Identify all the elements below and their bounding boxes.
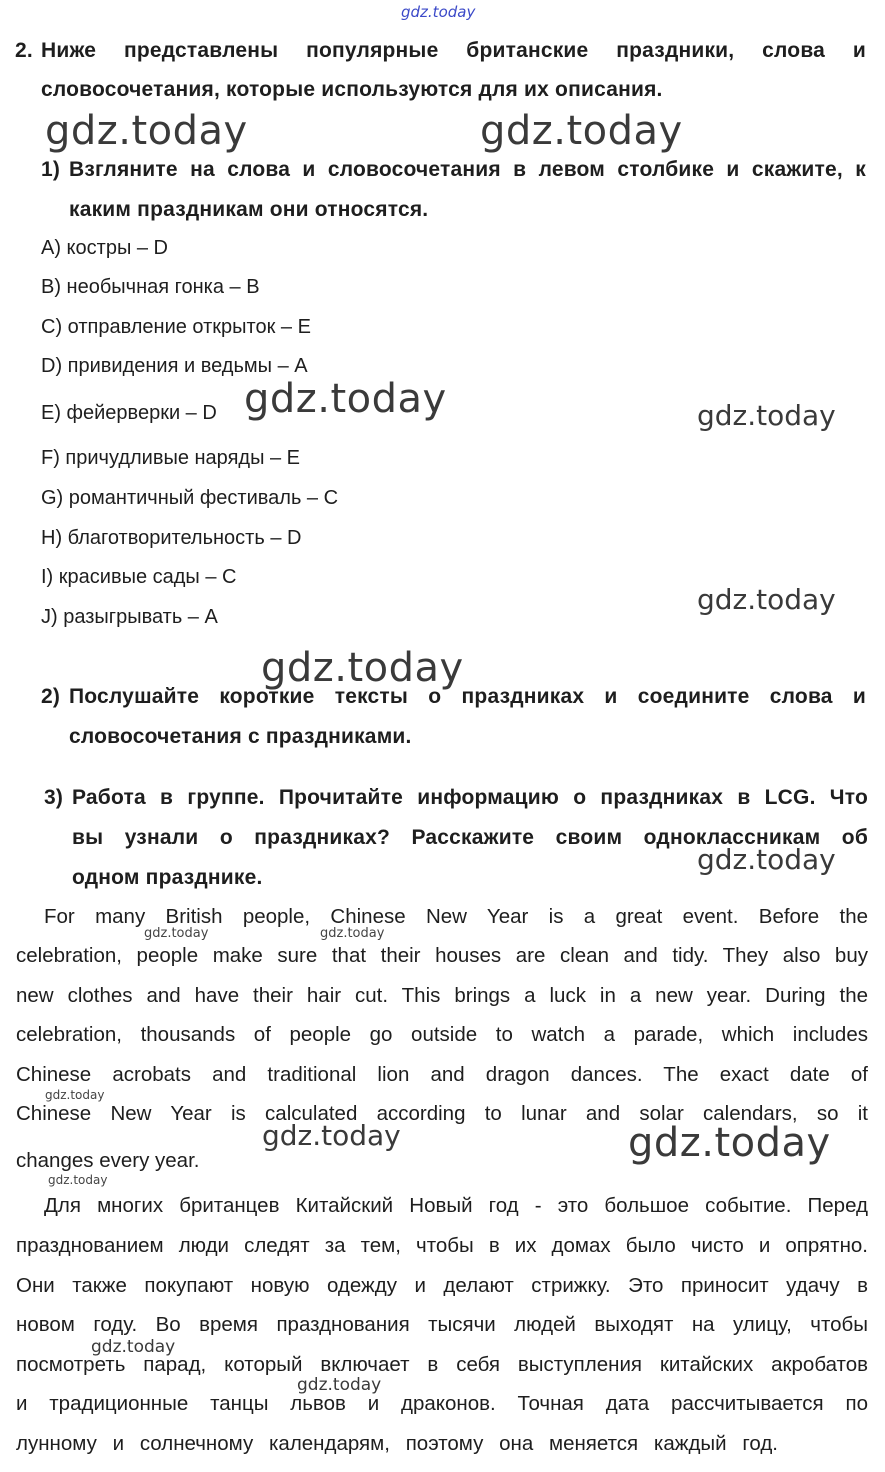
english-text-line: new clothes and have their hair cut. This brings a luck in a new year. During the [16,984,868,1007]
english-text-line: celebration, people make sure that their houses are clean and tidy. They also buy [16,944,868,967]
answer-item-i: I) красивые сады – C [41,566,237,588]
watermark: gdz.today [297,1375,382,1395]
answer-item-a: A) костры – D [41,237,168,259]
subtask3-number: 3) [44,786,64,809]
russian-text-line: лунному и солнечному календарям, поэтому она меняется каждый год. [16,1432,778,1455]
answer-item-h: H) благотворительность – D [41,527,302,549]
watermark: gdz.today [91,1337,176,1357]
watermark: gdz.today [244,376,447,422]
task-intro-line1: Ниже представлены популярные британские праздники, слова и [41,39,866,62]
task-number: 2. [15,39,33,62]
answer-item-j: J) разыгрывать – A [41,606,218,628]
watermark: gdz.today [261,645,464,691]
english-text-line: changes every year. [16,1149,200,1172]
watermark: gdz.today [144,926,209,941]
watermark: gdz.today [48,1173,108,1187]
subtask1-number: 1) [41,158,61,181]
watermark: gdz.today [45,1088,105,1102]
english-text-line: For many British people, Chinese New Year is a great event. Before the [44,905,868,928]
subtask3-line1: Работа в группе. Прочитайте информацию о праздниках в LCG. Что [72,786,868,809]
answer-item-c: C) отправление открыток – E [41,316,311,338]
answer-item-f: F) причудливые наряды – E [41,447,301,469]
watermark: gdz.today [628,1120,831,1166]
subtask3-line3: одном празднике. [72,866,263,889]
russian-text-line: Они также покупают новую одежду и делают стрижку. Это приносит удачу в [16,1274,868,1297]
russian-text-line: новом году. Во время празднования тысячи людей выходят на улицу, чтобы [16,1313,868,1336]
russian-text-line: и традиционные танцы львов и драконов. Точная дата рассчитывается по [16,1392,868,1415]
russian-text-line: празднованием люди следят за тем, чтобы в их домах было чисто и опрятно. [16,1234,868,1257]
answer-item-b: B) необычная гонка – B [41,276,260,298]
watermark: gdz.today [697,843,836,876]
answer-item-e: E) фейерверки – D [41,402,217,424]
watermark: gdz.today [262,1119,401,1152]
watermark: gdz.today [320,926,385,941]
watermark-top: gdz.today [401,3,476,21]
answer-item-d: D) привидения и ведьмы – A [41,355,308,377]
subtask2-line1: Послушайте короткие тексты о праздниках и соедините слова и [69,685,866,708]
watermark: gdz.today [697,583,836,616]
russian-text-line: Для многих британцев Китайский Новый год - это большое событие. Перед [44,1194,868,1217]
english-text-line: Chinese acrobats and traditional lion and dragon dances. The exact date of [16,1063,868,1086]
subtask1-line1: Взгляните на слова и словосочетания в левом столбике и скажите, к [69,158,866,181]
subtask1-line2: каким праздникам они относятся. [69,198,429,221]
subtask2-line2: словосочетания с праздниками. [69,725,412,748]
english-text-line: Chinese New Year is calculated according to lunar and solar calendars, so it [16,1102,868,1125]
subtask2-number: 2) [41,685,61,708]
answer-item-g: G) романтичный фестиваль – C [41,487,339,509]
subtask3-line2: вы узнали о праздниках? Расскажите своим одноклассникам об [72,826,868,849]
russian-text-line: посмотреть парад, который включает в себя выступления китайских акробатов [16,1353,868,1376]
watermark: gdz.today [480,108,683,154]
watermark: gdz.today [45,108,248,154]
watermark: gdz.today [697,399,836,432]
english-text-line: celebration, thousands of people go outside to watch a parade, which includes [16,1023,868,1046]
task-intro-line2: словосочетания, которые используются для их описания. [41,78,663,101]
